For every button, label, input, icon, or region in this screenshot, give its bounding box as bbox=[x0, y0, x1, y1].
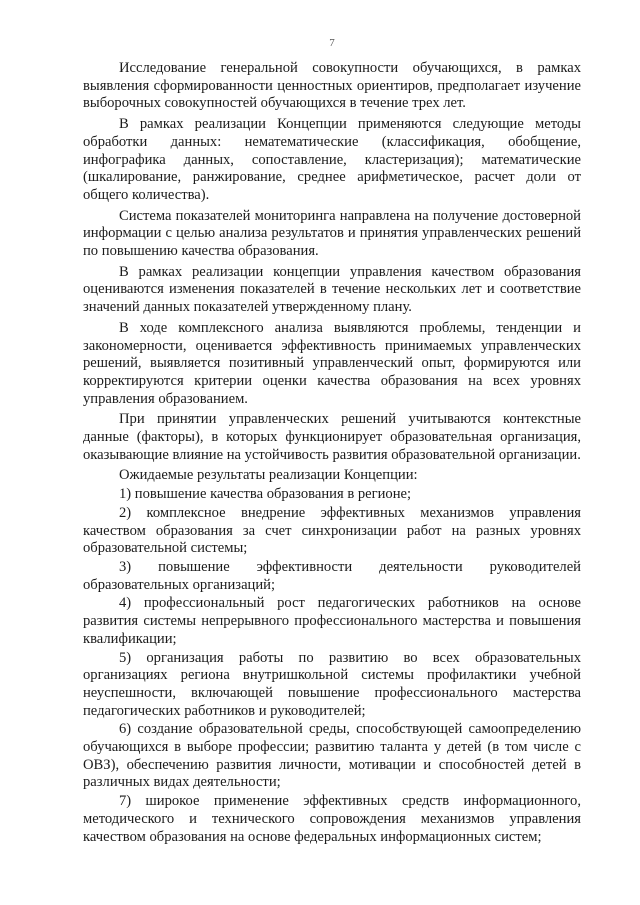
list-item-6: 6) создание образовательной среды, способствующей самоопределению обучающихся в выборе профессии; развитию таланта у детей (в том числе с ОВЗ), обеспечению развития личности, мотивации и способностей детей в различных видах деятельности; bbox=[83, 721, 581, 791]
list-item-4: 4) профессиональный рост педагогических работников на основе развития системы непрерывного профессионального мастерства и повышения квалификации; bbox=[83, 595, 581, 647]
page-number: 7 bbox=[329, 37, 335, 49]
paragraph-context-data: При принятии управленческих решений учитываются контекстные данные (факторы), в которых функционирует образовательная организация, оказывающие влияние на устойчивость развития образовательной организации. bbox=[83, 411, 581, 463]
document-body bbox=[83, 60, 581, 847]
list-item-5: 5) организация работы по развитию во всех образовательных организациях региона внутришкольной системы профилактики учебной неуспешности, включающей повышение профессионального мастерства педагогических работников и руководителей; bbox=[83, 649, 581, 719]
expected-results-heading: Ожидаемые результаты реализации Концепции: bbox=[119, 467, 418, 484]
paragraph-processing-methods: В рамках реализации Концепции применяются следующие методы обработки данных: нематематические (классификация, обобщение, инфографика данных, сопоставление, кластеризация); математические (шкалирование, ранжирование, среднее арифметическое, расчет доли от общего количества). bbox=[83, 116, 581, 203]
paragraph-complex-analysis: В ходе комплексного анализа выявляются проблемы, тенденции и закономерности, оценивается эффективность принимаемых управленческих решений, выявляется позитивный управленческий опыт, формируются или корректируются критерии оценки качества образования на всех уровнях управления образованием. bbox=[83, 319, 581, 407]
paragraph-monitoring-system: Система показателей мониторинга направлена на получение достоверной информации с целью анализа результатов и принятия управленческих решений по повышению качества образования. bbox=[83, 207, 581, 260]
list-item-3: 3) повышение эффективности деятельности руководителей образовательных организаций; bbox=[83, 558, 581, 593]
list-item-1: 1) повышение качества образования в регионе; bbox=[119, 486, 412, 503]
list-item-7: 7) широкое применение эффективных средств информационного, методического и технического сопровождения механизмов управления качеством образования на основе федеральных информационных систем; bbox=[83, 793, 581, 845]
paragraph-indicator-changes: В рамках реализации концепции управления качеством образования оцениваются изменения показателей в течение нескольких лет и соответствие значений данных показателей утвержденному плану. bbox=[83, 263, 581, 316]
paragraph-sample-study: Исследование генеральной совокупности обучающихся, в рамках выявления сформированности ценностных ориентиров, предполагает изучение выборочных совокупностей обучающихся в течение трех лет. bbox=[83, 60, 581, 112]
list-item-2: 2) комплексное внедрение эффективных механизмов управления качеством образования за счет синхронизации работ на разных уровнях образовательной системы; bbox=[83, 504, 581, 557]
